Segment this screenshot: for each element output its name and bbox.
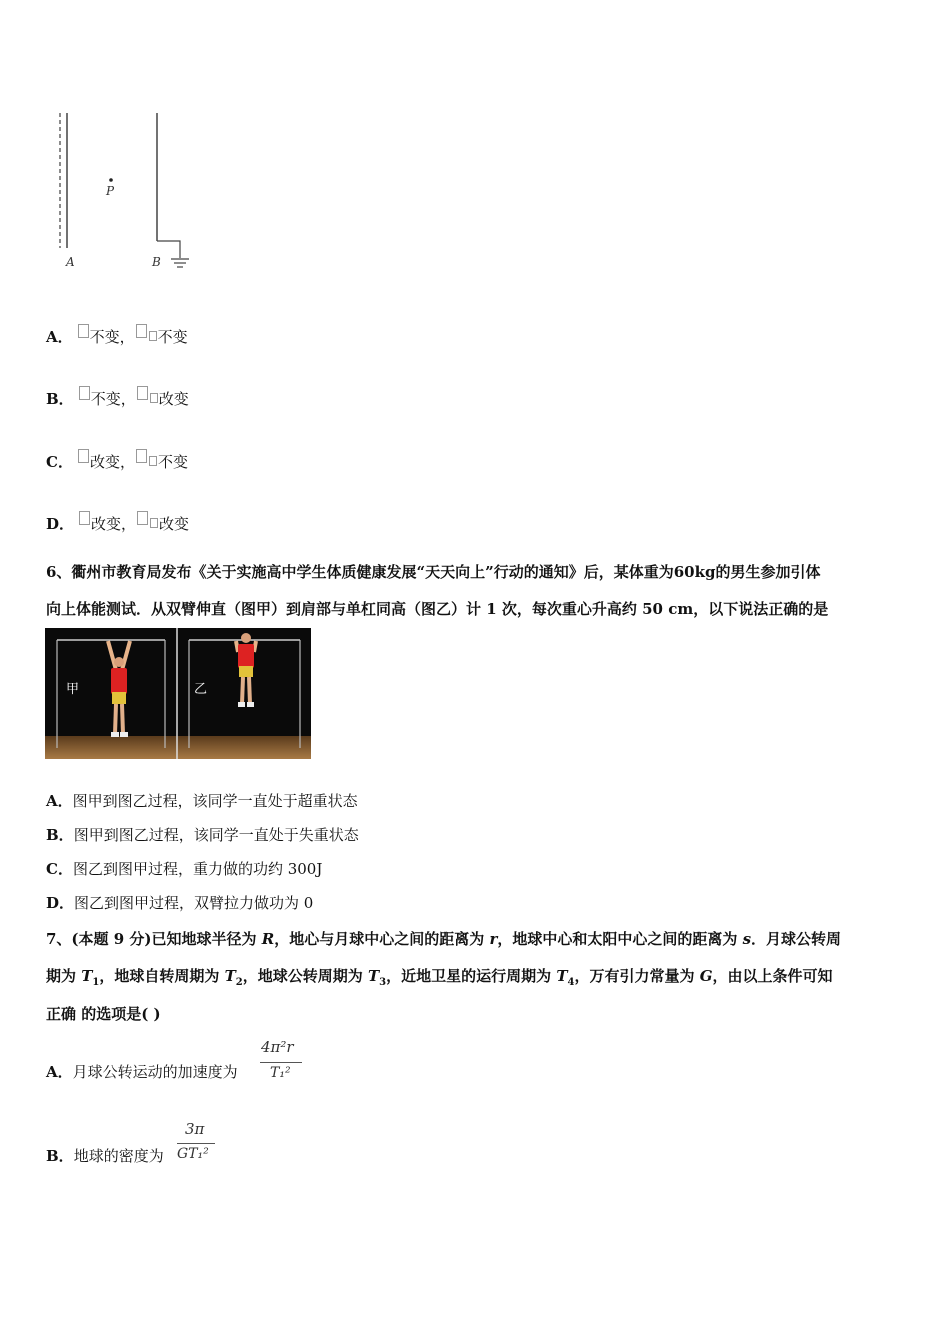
- var-T: T: [556, 967, 568, 985]
- point-p-dot: [109, 178, 113, 182]
- option-letter: C．: [46, 453, 73, 471]
- q7-option-a[interactable]: [46, 1061, 238, 1082]
- q5-option-a[interactable]: [46, 324, 188, 347]
- missing-glyph-icon: [79, 511, 90, 525]
- q6-option-d[interactable]: [46, 892, 313, 913]
- option-letter: B．: [46, 1147, 74, 1165]
- text: ，由以上条件可知: [712, 967, 833, 985]
- option-text-1: 改变，: [91, 515, 137, 533]
- option-letter: D．: [46, 894, 75, 912]
- var-r: r: [489, 930, 498, 948]
- option-letter: A．: [46, 1063, 73, 1081]
- missing-glyph-icon: [150, 393, 158, 403]
- denominator: T₁²: [270, 1065, 291, 1081]
- missing-glyph-icon: [137, 386, 148, 400]
- subscript: 3: [379, 977, 387, 988]
- pull-up-photo: [45, 628, 311, 759]
- option-letter: B．: [46, 826, 74, 844]
- q5-option-d[interactable]: [46, 511, 189, 534]
- option-letter: A．: [46, 328, 73, 346]
- text: ，近地卫星的运行周期为: [386, 967, 557, 985]
- option-text-1: 不变，: [90, 390, 136, 408]
- q7-stem-line-2: [46, 965, 833, 988]
- numerator: 4π²r: [261, 1038, 294, 1056]
- text: 7、(本题 9 分)已知地球半径为: [46, 930, 262, 948]
- var-s: s: [742, 930, 752, 948]
- option-letter: A．: [46, 792, 73, 810]
- option-text: 地球的密度为: [73, 1147, 164, 1165]
- option-text-1: 改变，: [89, 453, 135, 471]
- var-T: T: [81, 967, 93, 985]
- subscript: 1: [92, 977, 100, 988]
- label-p: P: [106, 184, 115, 198]
- option-letter: C．: [46, 860, 73, 878]
- text: ，地心与月球中心之间的距离为: [274, 930, 490, 948]
- missing-glyph-icon: [79, 386, 90, 400]
- option-text-1: 不变，: [89, 328, 135, 346]
- option-text-2: 改变: [159, 515, 190, 533]
- photo-label-jia: 甲: [66, 682, 80, 697]
- option-text-2: 改变: [158, 390, 189, 408]
- q6-stem-line-1: 6、衢州市教育局发布《关于实施高中学生体质健康发展“天天向上”行动的通知》后，某体重为60kg的男生参加引体: [46, 563, 821, 581]
- fraction-bar: [260, 1062, 302, 1063]
- missing-glyph-icon: [149, 331, 157, 341]
- text: 期为: [46, 967, 82, 985]
- option-text-2: 不变: [157, 328, 188, 346]
- fraction-3pi-over-gt1sq: [175, 1120, 221, 1172]
- text: ，地球中心和太阳中心之间的距离为: [497, 930, 743, 948]
- option-text-2: 不变: [157, 453, 188, 471]
- q5-option-b[interactable]: [46, 386, 189, 409]
- capacitor-diagram: [50, 108, 200, 273]
- label-b: B: [152, 255, 161, 269]
- fraction-4pi2r-over-t1sq: [258, 1038, 304, 1090]
- option-letter: D．: [46, 515, 75, 533]
- fraction-bar: [177, 1143, 215, 1144]
- option-text: 图乙到图甲过程，重力做的功约 300J: [72, 860, 323, 878]
- option-letter: B．: [46, 390, 74, 408]
- q7-option-b[interactable]: [46, 1145, 164, 1166]
- missing-glyph-icon: [149, 456, 157, 466]
- subscript: 2: [235, 977, 243, 988]
- var-G: G: [699, 967, 713, 985]
- text: ，地球自转周期为: [99, 967, 225, 985]
- text: ，地球公转周期为: [242, 967, 368, 985]
- missing-glyph-icon: [137, 511, 148, 525]
- text: ，万有引力常量为: [574, 967, 700, 985]
- missing-glyph-icon: [136, 324, 147, 338]
- option-text: 图乙到图甲过程，双臂拉力做功为 0: [74, 894, 314, 912]
- q6-option-a[interactable]: [46, 790, 358, 811]
- missing-glyph-icon: [78, 449, 89, 463]
- label-a: A: [66, 255, 75, 269]
- option-text: 图甲到图乙过程，该同学一直处于超重状态: [72, 792, 358, 810]
- var-T: T: [224, 967, 236, 985]
- q6-option-c[interactable]: [46, 858, 322, 879]
- var-R: R: [261, 930, 275, 948]
- option-text: 图甲到图乙过程，该同学一直处于失重状态: [73, 826, 359, 844]
- q6-option-b[interactable]: [46, 824, 359, 845]
- missing-glyph-icon: [136, 449, 147, 463]
- option-text: 月球公转运动的加速度为: [72, 1063, 238, 1081]
- q5-option-c[interactable]: [46, 449, 188, 472]
- denominator: GT₁²: [177, 1146, 209, 1162]
- photo-label-yi: 乙: [194, 682, 208, 697]
- missing-glyph-icon: [150, 518, 158, 528]
- missing-glyph-icon: [78, 324, 89, 338]
- var-T: T: [367, 967, 380, 985]
- q7-stem-line-1: [46, 928, 841, 949]
- q6-stem-line-2: 向上体能测试．从双臂伸直（图甲）到肩部与单杠同高（图乙）计 1 次，每次重心升高约 50 cm，以下说法正确的是: [46, 600, 829, 618]
- text: ．月球公转周: [751, 930, 842, 948]
- q7-stem-line-3: 正确 的选项是( ): [46, 1005, 161, 1023]
- numerator: 3π: [185, 1120, 205, 1138]
- subscript: 4: [567, 977, 575, 988]
